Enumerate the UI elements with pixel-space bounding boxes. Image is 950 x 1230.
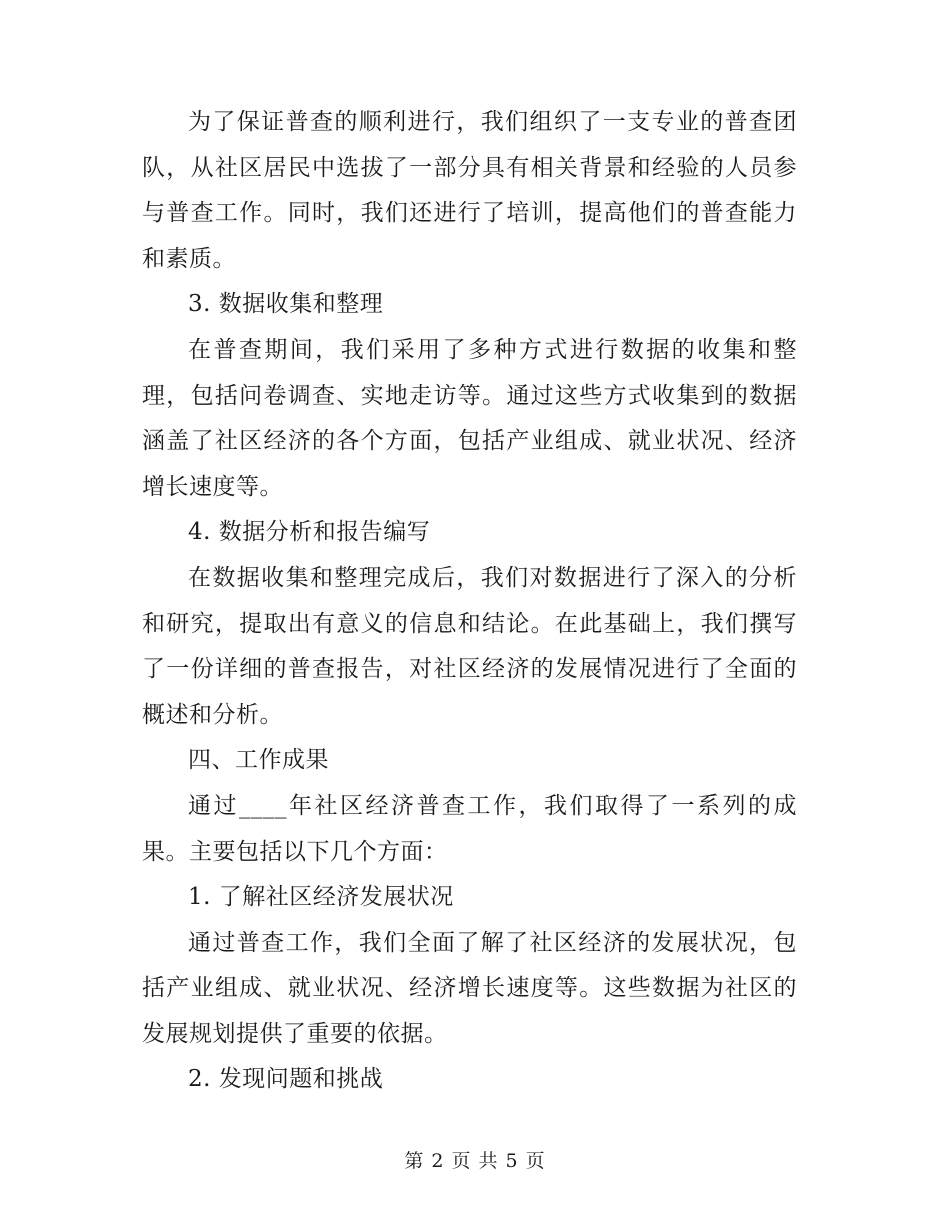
heading-work-results: 四、工作成果 [188,747,329,774]
page-number: 第 2 页 共 5 页 [404,1150,546,1172]
paragraph-team-organization: 为了保证普查的顺利进行，我们组织了一支专业的普查团队，从社区居民中选拔了一部分具有相关背景和经验的人员参与普查工作。同时，我们还进行了培训，提高他们的普查能力和素质。 [142,109,797,272]
paragraph-understand-status: 通过普查工作，我们全面了解了社区经济的发展状况，包括产业组成、就业状况、经济增长速度等。这些数据为社区的发展规划提供了重要的依据。 [142,929,797,1047]
page-footer [0,1146,950,1173]
paragraph-data-analysis: 在数据收集和整理完成后，我们对数据进行了深入的分析和研究，提取出有意义的信息和结论。在此基础上，我们撰写了一份详细的普查报告，对社区经济的发展情况进行了全面的概述和分析。 [142,564,797,728]
document-body [142,100,797,1103]
heading-find-problems: 2. 发现问题和挑战 [188,1066,384,1093]
heading-understand-status: 1. 了解社区经济发展状况 [188,884,454,911]
heading-data-analysis: 4. 数据分析和报告编写 [188,519,431,546]
paragraph-data-collection: 在普查期间，我们采用了多种方式进行数据的收集和整理，包括问卷调查、实地走访等。通过这些方式收集到的数据涵盖了社区经济的各个方面，包括产业组成、就业状况、经济增长速度等。 [142,336,797,500]
heading-data-collection: 3. 数据收集和整理 [188,291,384,318]
paragraph-work-results-intro: 通过____年社区经济普查工作，我们取得了一系列的成果。主要包括以下几个方面： [142,792,797,865]
